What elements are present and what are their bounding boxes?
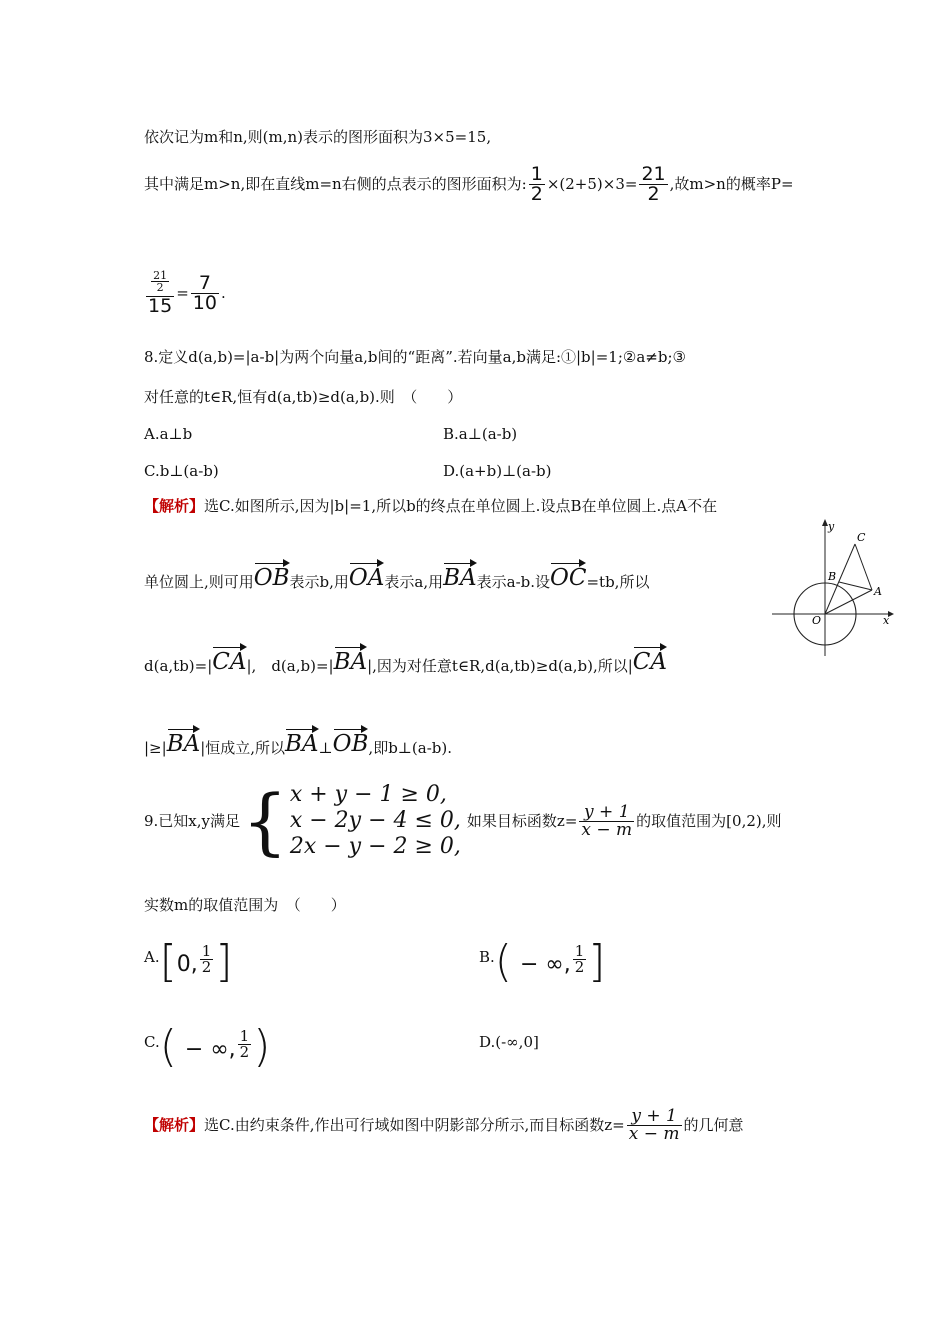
interval-value: − ∞, bbox=[184, 1037, 236, 1062]
text-segment: 的几何意 bbox=[683, 1115, 744, 1134]
fraction bbox=[573, 944, 587, 975]
vector-ba: BA bbox=[167, 727, 201, 756]
denominator: 15 bbox=[148, 295, 173, 317]
option-d: D.(a+b)⊥(a-b) bbox=[443, 462, 552, 480]
vector-ca: CA bbox=[633, 645, 667, 674]
paren-right: ) bbox=[253, 1021, 271, 1072]
label-a: A bbox=[874, 585, 882, 598]
text-segment: |恒成立,所以 bbox=[200, 739, 286, 757]
segment-ca bbox=[855, 544, 872, 590]
question-9-line2: 实数m的取值范围为 （ ） bbox=[144, 896, 346, 914]
text-segment: 表示b,用 bbox=[289, 573, 349, 591]
label-x: x bbox=[883, 614, 890, 627]
numerator: 7 bbox=[191, 274, 219, 294]
numerator: 1 bbox=[574, 942, 585, 960]
text-segment: =tb,所以 bbox=[586, 573, 650, 591]
denominator: x − m bbox=[628, 1123, 680, 1144]
fraction bbox=[627, 1105, 682, 1144]
question-9-line1 bbox=[144, 775, 782, 867]
bracket-right: ] bbox=[215, 936, 233, 987]
label-b: B bbox=[828, 570, 837, 583]
option-a: A.a⊥b bbox=[144, 425, 193, 443]
text-segment: 9.已知x,y满足 bbox=[144, 811, 241, 830]
text-segment: ,故m>n的概率P= bbox=[669, 174, 794, 193]
text-segment: ,即b⊥(a-b). bbox=[368, 739, 452, 757]
solution-8-line3 bbox=[144, 638, 667, 674]
inequality-1: x + y − 1 ≥ 0, bbox=[289, 782, 447, 807]
text-segment: 的取值范围为[0,2),则 bbox=[636, 811, 782, 830]
text-segment: ×(2+5)×3= bbox=[546, 174, 638, 193]
denominator: 2 bbox=[530, 182, 543, 205]
paren-left: ( bbox=[159, 1021, 177, 1072]
text-segment: 单位圆上,则可用 bbox=[144, 573, 254, 591]
period: . bbox=[220, 283, 226, 302]
denominator: 2 bbox=[239, 1043, 250, 1061]
unit-circle-figure bbox=[770, 518, 895, 658]
text-segment: d(a,tb)=| bbox=[144, 657, 213, 675]
question-8-line1: 8.定义d(a,b)=|a-b|为两个向量a,b间的“距离”.若向量a,b满足:①|b|=1;②a≠b;③ bbox=[144, 348, 686, 366]
label-c: C bbox=[857, 531, 866, 544]
numerator: y + 1 bbox=[579, 804, 634, 822]
vector-ba: BA bbox=[443, 561, 477, 590]
text-segment: 其中满足m>n,即在直线m=n右侧的点表示的图形面积为: bbox=[144, 174, 527, 193]
fraction bbox=[200, 944, 214, 975]
solution-tag: 【解析】 bbox=[144, 1115, 205, 1134]
solution-8-line4 bbox=[144, 720, 452, 756]
vector-ob: OB bbox=[333, 727, 369, 756]
denominator: 10 bbox=[192, 291, 217, 314]
vector-ba: BA bbox=[285, 727, 319, 756]
bracket-left: [ bbox=[159, 936, 177, 987]
paren-left: ( bbox=[494, 936, 512, 987]
text-segment: 表示a-b.设 bbox=[476, 573, 551, 591]
numerator: 1 bbox=[530, 162, 543, 185]
fraction bbox=[191, 271, 219, 314]
option-label: A. bbox=[144, 948, 160, 966]
fraction bbox=[238, 1029, 252, 1060]
option-c: C.b⊥(a-b) bbox=[144, 462, 219, 480]
vector-ob: OB bbox=[254, 561, 290, 590]
option-a bbox=[144, 936, 233, 990]
option-b: B.a⊥(a-b) bbox=[443, 425, 518, 443]
inequality-system bbox=[290, 782, 461, 860]
numerator: 1 bbox=[239, 1027, 250, 1045]
vector-ba: BA bbox=[334, 645, 368, 674]
fraction bbox=[529, 162, 545, 205]
denominator: 2 bbox=[201, 958, 212, 976]
interval-value: 0, bbox=[176, 952, 198, 977]
text-segment: |,因为对任意t∈R,d(a,tb)≥d(a,b),所以| bbox=[367, 657, 633, 675]
denominator: 2 bbox=[647, 182, 660, 205]
denominator: x − m bbox=[581, 819, 633, 840]
text-line bbox=[144, 160, 794, 208]
numerator: 1 bbox=[201, 942, 212, 960]
denominator: 2 bbox=[574, 958, 585, 976]
vector-oa: OA bbox=[349, 561, 384, 590]
option-b bbox=[479, 936, 606, 990]
solution-tag: 【解析】 bbox=[144, 497, 205, 515]
text-segment: 选C.由约束条件,作出可行域如图中阴影部分所示,而目标函数z= bbox=[204, 1115, 625, 1134]
solution-8-line1 bbox=[144, 499, 717, 514]
denominator: 2 bbox=[156, 281, 164, 294]
fraction bbox=[151, 270, 169, 293]
fraction bbox=[579, 801, 634, 840]
solution-9-line1 bbox=[144, 1100, 744, 1150]
option-d: D.(-∞,0] bbox=[479, 1033, 539, 1051]
text-segment: |≥| bbox=[144, 739, 167, 757]
numerator: 21 bbox=[153, 269, 168, 282]
inequality-3: 2x − y − 2 ≥ 0, bbox=[289, 834, 461, 859]
question-8-line2: 对任意的t∈R,恒有d(a,tb)≥d(a,b).则 （ ） bbox=[144, 388, 463, 406]
text-segment: 如果目标函数z= bbox=[466, 811, 578, 830]
compound-fraction bbox=[146, 270, 174, 316]
option-label: B. bbox=[479, 948, 495, 966]
label-o: O bbox=[812, 614, 822, 627]
solution-8-line2 bbox=[144, 554, 649, 590]
vector-oc: OC bbox=[550, 561, 586, 590]
inequality-2: x − 2y − 4 ≤ 0, bbox=[289, 808, 461, 833]
system-brace: { bbox=[242, 779, 288, 863]
numerator: 21 bbox=[641, 162, 666, 185]
text-segment: 表示a,用 bbox=[384, 573, 444, 591]
numerator bbox=[146, 270, 174, 297]
text-segment: ⊥ bbox=[318, 739, 333, 757]
text-line bbox=[144, 262, 226, 324]
option-c bbox=[144, 1021, 271, 1075]
equals: = bbox=[176, 283, 189, 302]
text-line: 依次记为m和n,则(m,n)表示的图形面积为3×5=15, bbox=[144, 128, 492, 146]
bracket-right: ] bbox=[588, 936, 606, 987]
vector-ca: CA bbox=[212, 645, 246, 674]
text-segment: |, d(a,b)=| bbox=[246, 657, 334, 675]
option-label: C. bbox=[144, 1033, 160, 1051]
fraction bbox=[639, 162, 667, 205]
label-y: y bbox=[828, 520, 835, 533]
interval-value: − ∞, bbox=[519, 952, 571, 977]
numerator: y + 1 bbox=[627, 1108, 682, 1126]
text-segment: 选C.如图所示,因为|b|=1,所以b的终点在单位圆上.设点B在单位圆上.点A不在 bbox=[204, 497, 718, 515]
